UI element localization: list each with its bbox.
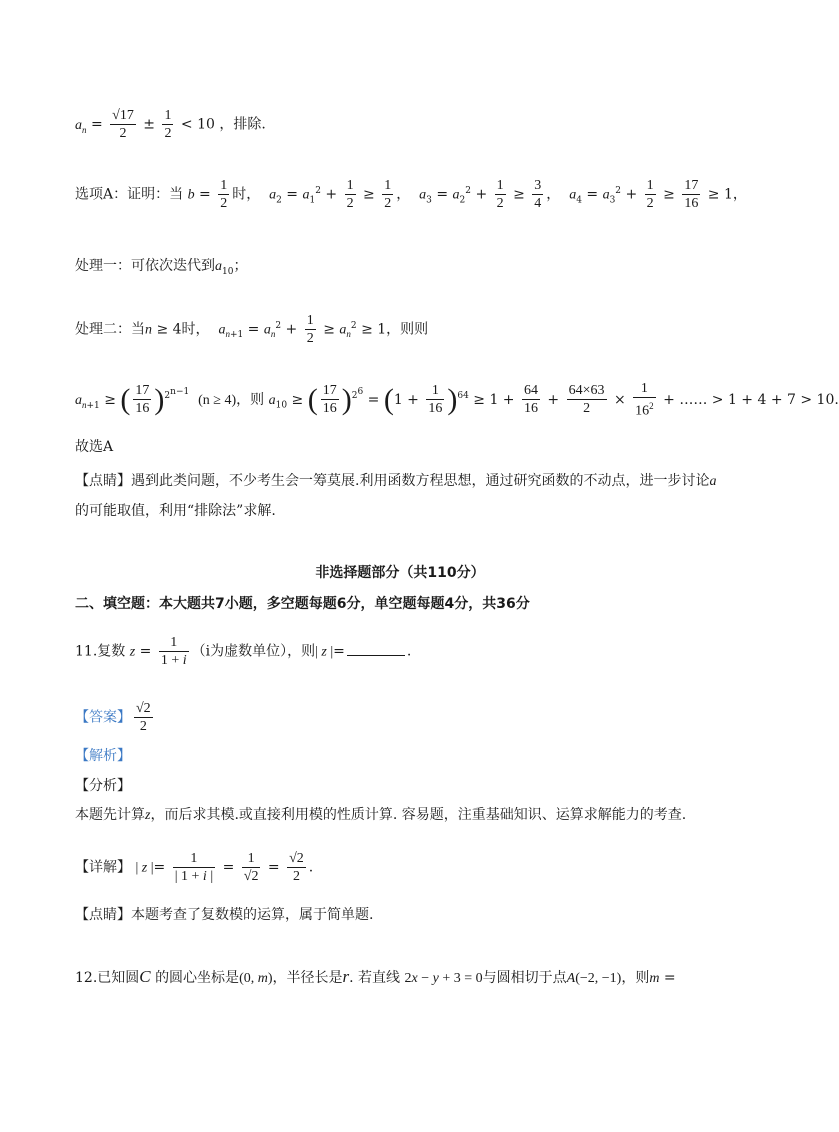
answer-label: 【答案】 [75, 709, 131, 726]
comment-1: 【点睛】遇到此类问题，不少考生会一筹莫展.利用函数方程思想，通过研究函数的不动点，进一步讨论a [75, 473, 717, 489]
method-2-label: 处理二：当 [75, 321, 145, 338]
q12-text-1: 12.已知圆 [75, 970, 140, 986]
q11-note: （i为虚数单位），则 [191, 643, 316, 660]
iter-condition: (n ≥ 4) [198, 392, 237, 408]
iter-dots: …… [679, 391, 708, 408]
q11-number: 11.复数 [75, 643, 126, 660]
method-2-end: ，则则 [386, 321, 429, 338]
line-an-exclude: $a_n$ = $\frac{√17}{2}$ ± $\frac{1}{2}$ < 10 ，排除. [75, 108, 266, 141]
comment-1-text: 遇到此类问题，不少考生会一筹莫展.利用函数方程思想，通过研究函数的不动点，进一步讨论 [131, 473, 710, 489]
sep-2: ， [546, 186, 561, 203]
option-a-prefix: 选项A：证明：当 [75, 186, 184, 203]
method-2-when: 时， [181, 321, 210, 338]
fenxi-text-2: ，而后求其模.或直接利用模的性质计算. 容易题，注重基础知识、运算求解能力的考查. [150, 807, 687, 823]
analysis-label: 【解析】 [75, 748, 131, 764]
fenxi-text: 本题先计算z，而后求其模.或直接利用模的性质计算. 容易题，注重基础知识、运算求解能力的考查. [75, 807, 687, 823]
fenxi-label: 【分析】 [75, 778, 131, 794]
comment-2-tag: 【点睛】 [75, 907, 131, 923]
q12-text-2: 的圆心坐标是 [155, 970, 240, 986]
line-method-2: 处理二：当n ≥ 4时， $a_{n+1} = a_n^2$ + $\frac{1}{2}$ ≥ $a_n^2 \ge 1$，则则 [75, 313, 429, 346]
method-1-label: 处理一：可依次迭代到 [75, 258, 215, 274]
q12-text-3: ，半径长是 [272, 970, 343, 986]
comment-2-text: 本题考查了复数模的运算，属于简单题. [131, 907, 374, 923]
detail-label: 【详解】 [75, 859, 131, 876]
detail-line: 【详解】 | z |= $\frac{1}{| 1 + i |}$ = $\frac{1}{√2}$ = $\frac{√2}{2}$ . [75, 851, 314, 884]
choose-a: 故选A [75, 439, 114, 455]
line-option-a: 选项A：证明：当 b = $\frac{1}{2}$ 时， $a_2 = a_1^2$ + $\frac{1}{2}$ ≥ $\frac{1}{2}$ ， $a_3 = a_2^2$ + $\frac{1}{2}$ ≥ $\frac{3}{4}$ ， $a_4 = a_3^2$ + $\frac{1}{2}$ ≥ $\frac{17}{16}$ ≥ 1， [75, 178, 747, 211]
line-iteration: $a_{n+1}$ ≥ ( $\frac{17}{16}$ )$^{2^{n-1}}$ (n ≥ 4)，则 $a_{10}$ ≥ ( $\frac{17}{16}$ )$^{2^6}$ = (1 + $\frac{1}{16}$ )$^{64}$ ≥ 1 + $\frac{64}{16}$ + $\frac{64\times 63}{2}$ × $\frac{1}{16^2}$ + …… > 1 + 4 + 7 > 10. [75, 381, 839, 419]
detail-end: . [308, 859, 314, 876]
comment-1-line2: 的可能取值，利用“排除法”求解. [75, 503, 276, 519]
section-title: 非选择题部分（共110分） [315, 565, 485, 581]
comment-2 [75, 904, 740, 926]
answer-line: 【答案】 $\frac{√2}{2}$ [75, 701, 151, 734]
question-11: 11.复数 z = $\frac{1}{1 + i}$ （i为虚数单位），则| z |= . [75, 635, 412, 668]
q12-text-6: ，则 [621, 970, 650, 986]
q11-end: . [406, 643, 412, 660]
option-a-end: ， [732, 186, 747, 203]
sep-1: ， [396, 186, 411, 203]
fenxi-text-1: 本题先计算 [75, 807, 145, 823]
section-heading: 二、填空题：本大题共7小题，多空题每题6分，单空题每题4分，共36分 [75, 596, 530, 612]
q12-text-4: . 若直线 [349, 970, 401, 986]
line-method-1: 处理一：可依次迭代到$a_{10}$； [75, 258, 248, 277]
method-1-end: ； [233, 258, 248, 274]
question-12: 12.已知圆C 的圆心坐标是(0, m)，半径长是r. 若直线 2x − y + 3 = 0与圆相切于点A(−2, −1)，则m = [75, 967, 676, 986]
comment-1-tag: 【点睛】 [75, 473, 131, 489]
iter-mid: ，则 [236, 391, 265, 408]
option-a-when: 时， [232, 186, 261, 203]
exclude-text: ，排除. [219, 116, 266, 133]
q12-text-5: 与圆相切于点 [482, 970, 567, 986]
answer-blank [347, 641, 405, 656]
